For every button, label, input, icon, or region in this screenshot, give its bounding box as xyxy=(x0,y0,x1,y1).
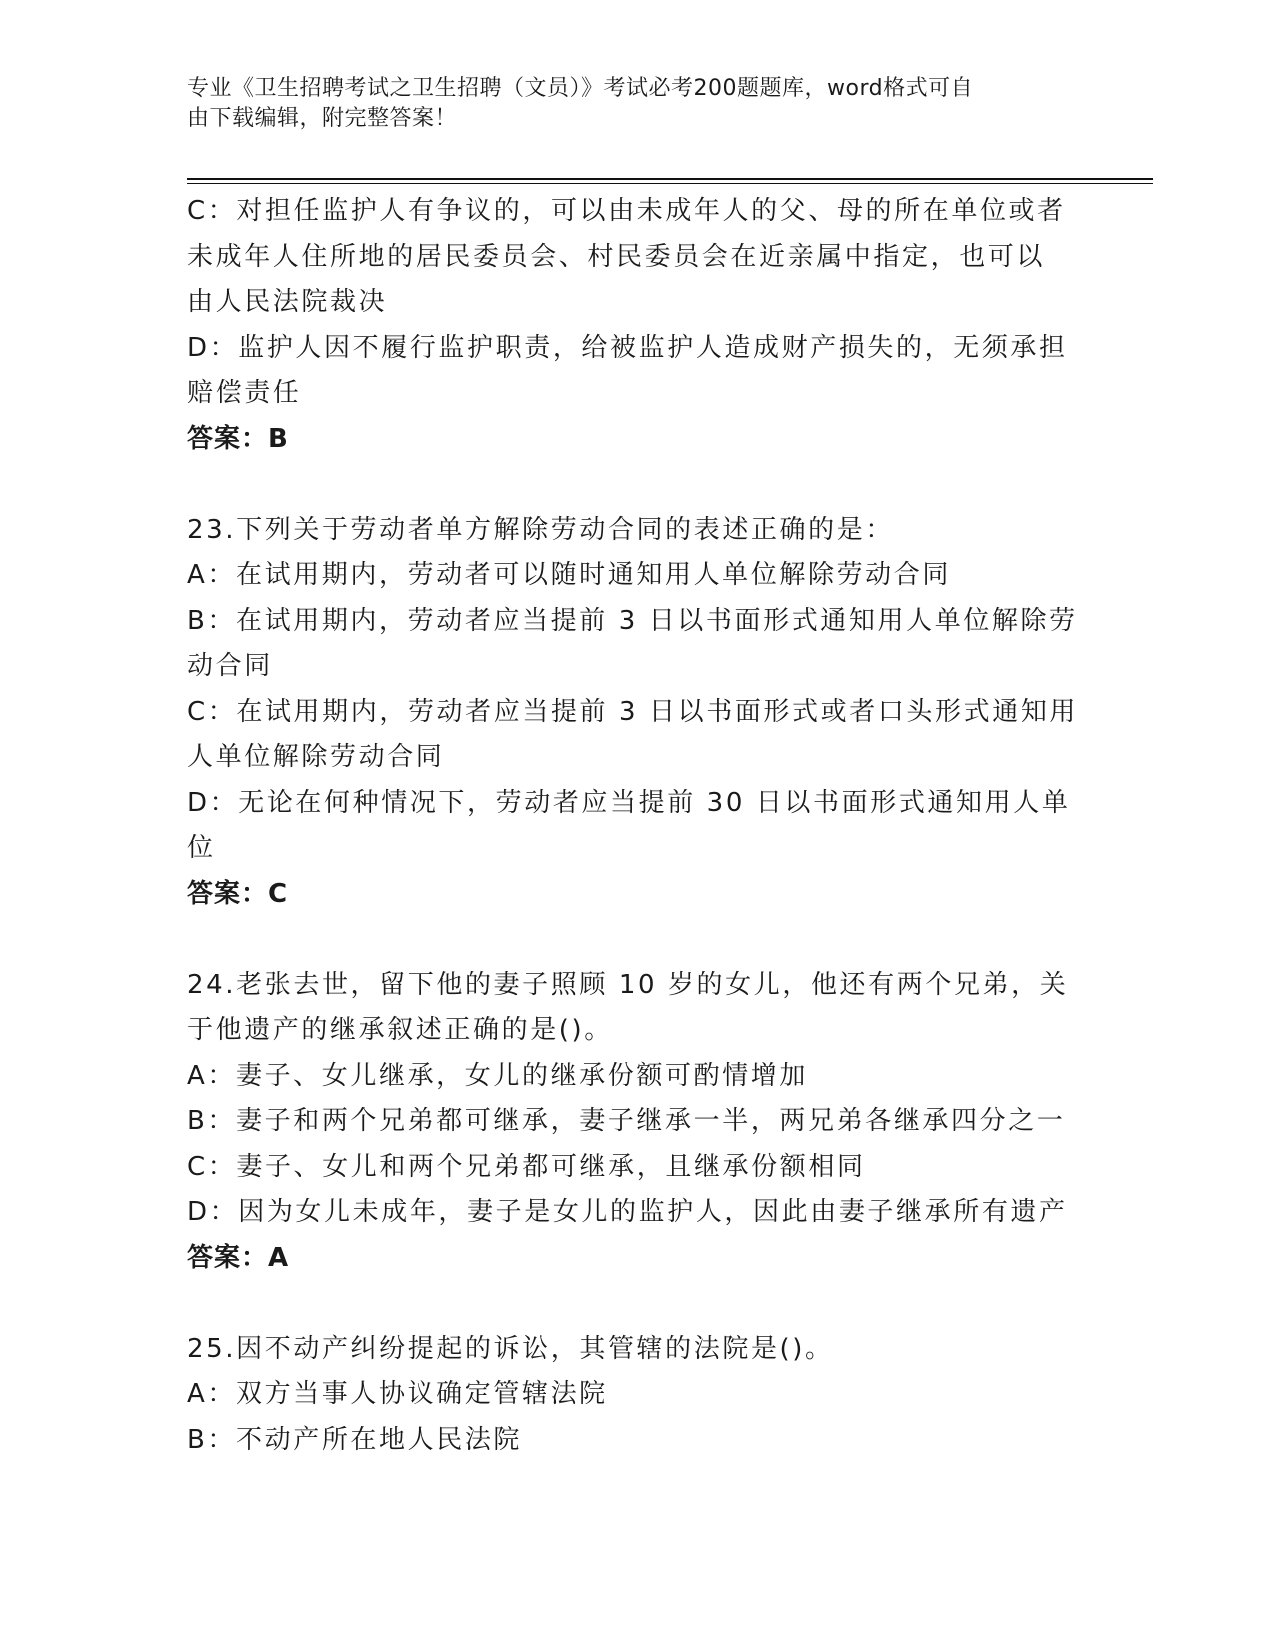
question-list xyxy=(187,189,1087,1463)
question-block xyxy=(187,189,1087,462)
block-spacer xyxy=(187,917,1087,963)
header-divider-thick xyxy=(187,178,1153,180)
question-stem: 24.老张去世，留下他的妻子照顾 10 岁的女儿，他还有两个兄弟，关 xyxy=(187,969,1069,1000)
question-block-23 xyxy=(187,508,1087,918)
answer-line: 答案：B xyxy=(187,423,289,454)
option-c-line: 未成年人住所地的居民委员会、村民委员会在近亲属中指定，也可以 xyxy=(187,241,1046,272)
question-block-25 xyxy=(187,1327,1087,1464)
option-c-line: C：在试用期内，劳动者应当提前 3 日以书面形式或者口头形式通知用 xyxy=(187,696,1079,727)
header-divider xyxy=(187,178,1153,184)
header-divider-thin xyxy=(187,183,1153,184)
question-block-24 xyxy=(187,963,1087,1282)
option-a-line: A：双方当事人协议确定管辖法院 xyxy=(187,1379,608,1409)
option-c-line: 人单位解除劳动合同 xyxy=(187,742,445,772)
option-a-line: A：在试用期内，劳动者可以随时通知用人单位解除劳动合同 xyxy=(187,560,951,590)
option-b-line: 动合同 xyxy=(187,651,273,681)
header-title-line-2: 由下载编辑，附完整答案！ xyxy=(187,106,458,131)
option-d-line: D：因为女儿未成年，妻子是女儿的监护人，因此由妻子继承所有遗产 xyxy=(187,1197,1068,1227)
answer-line: 答案：A xyxy=(187,1242,290,1273)
question-stem: 于他遗产的继承叙述正确的是()。 xyxy=(187,1015,613,1045)
option-a-line: A：妻子、女儿继承，女儿的继承份额可酌情增加 xyxy=(187,1060,808,1091)
block-spacer xyxy=(187,1281,1087,1327)
option-b-line: B：不动产所在地人民法院 xyxy=(187,1424,523,1455)
option-d-line: D：监护人因不履行监护职责，给被监护人造成财产损失的，无须承担 xyxy=(187,332,1068,363)
block-spacer xyxy=(187,462,1087,508)
option-d-line: 赔偿责任 xyxy=(187,378,302,408)
question-stem: 23.下列关于劳动者单方解除劳动合同的表述正确的是： xyxy=(187,514,894,545)
option-b-line: B：在试用期内，劳动者应当提前 3 日以书面形式通知用人单位解除劳 xyxy=(187,605,1078,636)
document-header xyxy=(187,74,1067,134)
option-c-line: 由人民法院裁决 xyxy=(187,287,388,317)
question-stem: 25.因不动产纠纷提起的诉讼，其管辖的法院是()。 xyxy=(187,1333,834,1364)
header-title-line-1: 专业《卫生招聘考试之卫生招聘（文员）》考试必考200题题库，word格式可自 xyxy=(187,76,974,101)
answer-line: 答案：C xyxy=(187,878,289,909)
option-d-line: D：无论在何种情况下，劳动者应当提前 30 日以书面形式通知用人单 xyxy=(187,787,1071,818)
option-c-line: C：妻子、女儿和两个兄弟都可继承，且继承份额相同 xyxy=(187,1151,866,1182)
option-d-line: 位 xyxy=(187,833,216,863)
option-b-line: B：妻子和两个兄弟都可继承，妻子继承一半，两兄弟各继承四分之一 xyxy=(187,1106,1066,1136)
option-c-line: C：对担任监护人有争议的，可以由未成年人的父、母的所在单位或者 xyxy=(187,196,1066,226)
